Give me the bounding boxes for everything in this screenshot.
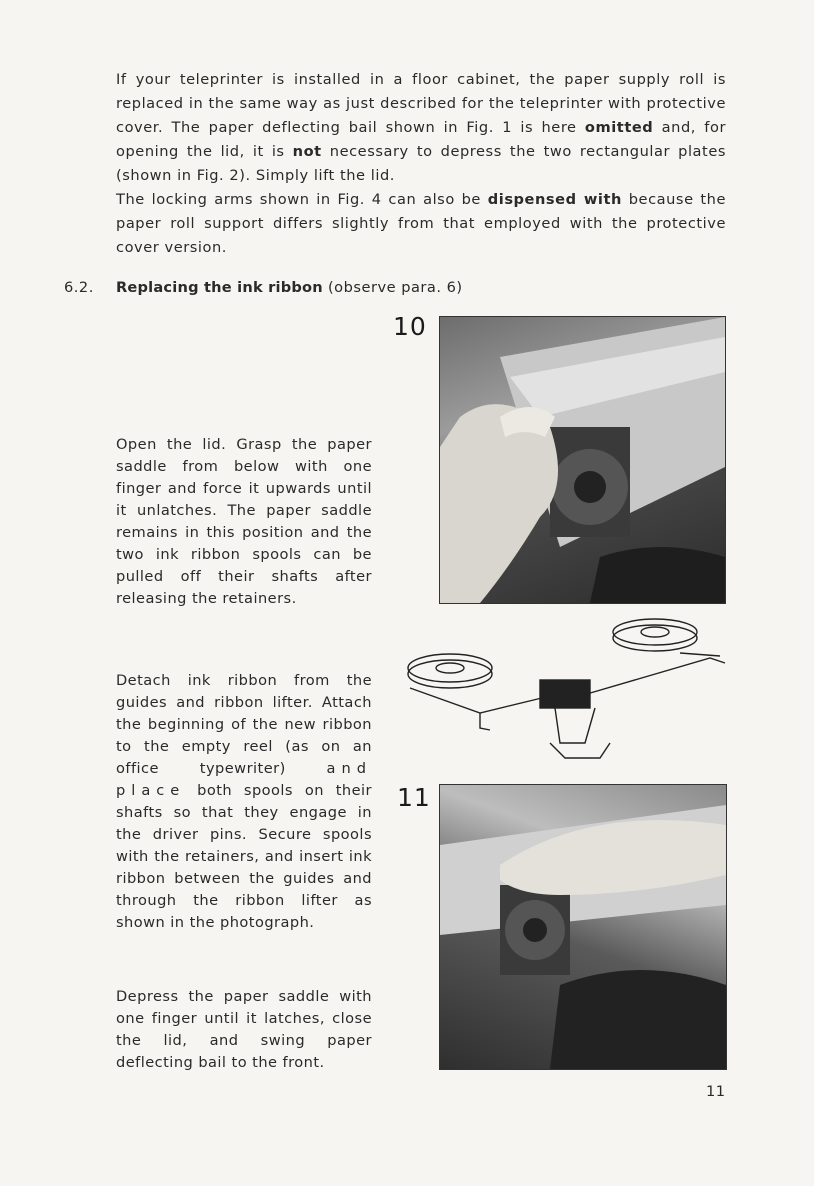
intro-paragraph: If your teleprinter is installed in a floor cabinet, the paper supply roll is replaced in the same way as just described for the teleprinter with protective cover. The paper deflecting bail shown in Fig. 1 is here omitted and, for opening the lid, it is not necessary to depress the two rectangular plates (shown in Fig. 2). Simply lift the lid. [116,71,727,184]
step-open-lid: Open the lid. Grasp the paper saddle from below with one finger and force it upwards until it unlatches. The paper saddle remains in this position and the two ink ribbon spools can be pulled off their shafts after releasing the retainers. [116,436,372,607]
ribbon-spools-diagram [400,618,730,763]
locking-arms-paragraph: The locking arms shown in Fig. 4 can also be dispensed with because the paper roll support differs slightly from that employed with the protective cover version. [116,191,727,256]
step-attach-ribbon: Detach ink ribbon from the guides and ribbon lifter. Attach the beginning of the new ribbon to the empty reel (as on an office typewriter) and place both spools on their shafts so that they engage in the driver pins. Secure spools with the retainers, and insert ink ribbon between the guides and through the ribbon lifter as shown in the photograph. [116,672,372,931]
section-heading [64,279,764,296]
page-number: 11 [706,1083,726,1100]
section-title: Replacing the ink ribbon [116,279,323,296]
figure-10-photo [439,316,726,604]
section-note: (observe para. 6) [322,279,463,296]
figure-10-label: 10 [393,312,427,341]
section-number: 6.2. [64,279,94,296]
figure-11-photo [439,784,727,1070]
step-close-lid: Depress the paper saddle with one finger until it latches, close the lid, and swing paper deflecting bail to the front. [116,988,372,1071]
figure-11-label: 11 [397,783,431,812]
